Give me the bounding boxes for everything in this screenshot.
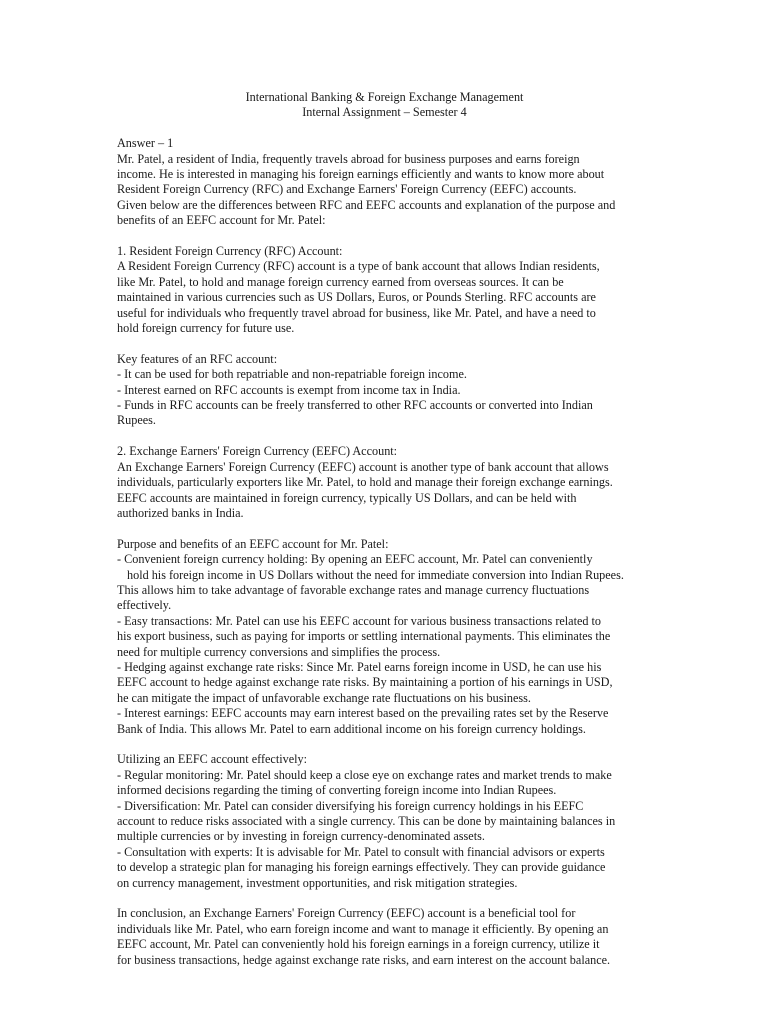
list-item: - Funds in RFC accounts can be freely transferred to other RFC accounts or converted into Indian xyxy=(117,398,593,413)
rfc-heading: 1. Resident Foreign Currency (RFC) Account: xyxy=(117,244,343,259)
text-line: for business transactions, hedge against exchange rate risks, and earn interest on the account balance. xyxy=(117,952,611,967)
text-line: his export business, such as paying for imports or settling international payments. This eliminates the xyxy=(117,629,611,644)
document-subtitle: Internal Assignment – Semester 4 xyxy=(302,105,467,120)
text-line: An Exchange Earners' Foreign Currency (EEFC) account is another type of bank account that allows xyxy=(117,459,609,474)
text-line: on currency management, investment opportunities, and risk mitigation strategies. xyxy=(117,875,518,890)
text-line: Mr. Patel, a resident of India, frequently travels abroad for business purposes and earns foreign xyxy=(117,151,580,166)
list-item: - Convenient foreign currency holding: By opening an EEFC account, Mr. Patel can conveniently xyxy=(117,552,593,567)
rfc-section xyxy=(117,244,652,336)
text-line: authorized banks in India. xyxy=(117,505,244,520)
text-line: EEFC accounts are maintained in foreign currency, typically US Dollars, and can be held with xyxy=(117,490,577,505)
eefc-section xyxy=(117,444,652,521)
utilizing-heading: Utilizing an EEFC account effectively: xyxy=(117,752,307,767)
paragraph-gap xyxy=(117,737,652,752)
purpose-heading: Purpose and benefits of an EEFC account for Mr. Patel: xyxy=(117,536,389,551)
text-line: income. He is interested in managing his foreign earnings efficiently and wants to know more about xyxy=(117,167,605,182)
text-line: hold foreign currency for future use. xyxy=(117,321,295,336)
list-item: - Hedging against exchange rate risks: Since Mr. Patel earns foreign income in USD, he can use his xyxy=(117,659,602,674)
text-line: A Resident Foreign Currency (RFC) account is a type of bank account that allows Indian residents, xyxy=(117,259,600,274)
text-line: like Mr. Patel, to hold and manage foreign currency earned from overseas sources. It can be xyxy=(117,274,564,289)
list-item: - Interest earnings: EEFC accounts may earn interest based on the prevailing rates set by the Reserve xyxy=(117,706,609,721)
purpose-section xyxy=(117,537,652,737)
document-header xyxy=(117,90,652,121)
document-title: International Banking & Foreign Exchange Management xyxy=(245,90,524,104)
text-line: multiple currencies or by investing in foreign currency-denominated assets. xyxy=(117,829,485,844)
list-item: Rupees. xyxy=(117,413,156,428)
list-item: - Interest earned on RFC accounts is exempt from income tax in India. xyxy=(117,382,461,397)
text-line: individuals, particularly exporters like Mr. Patel, to hold and manage their foreign exchange earnings. xyxy=(117,475,613,490)
text-line: Resident Foreign Currency (RFC) and Exchange Earners' Foreign Currency (EEFC) accounts. xyxy=(117,182,577,197)
paragraph-gap xyxy=(117,521,652,536)
paragraph-gap xyxy=(117,336,652,351)
text-line: This allows him to take advantage of favorable exchange rates and manage currency fluctuations xyxy=(117,582,590,597)
text-line: benefits of an EEFC account for Mr. Patel: xyxy=(117,213,326,228)
text-line: EEFC account to hedge against exchange rate risks. By maintaining a portion of his earnings in USD, xyxy=(117,675,613,690)
text-line: to develop a strategic plan for managing his foreign earnings effectively. They can provide guidance xyxy=(117,860,606,875)
text-line: Bank of India. This allows Mr. Patel to earn additional income on his foreign currency holdings. xyxy=(117,721,586,736)
utilizing-section xyxy=(117,752,652,891)
list-item: - Consultation with experts: It is advisable for Mr. Patel to consult with financial advisors or experts xyxy=(117,844,605,859)
eefc-heading: 2. Exchange Earners' Foreign Currency (EEFC) Account: xyxy=(117,444,398,459)
list-item: - Regular monitoring: Mr. Patel should keep a close eye on exchange rates and market trends to make xyxy=(117,767,612,782)
text-line: hold his foreign income in US Dollars without the need for immediate conversion into Indian Rupees. xyxy=(127,567,624,582)
rfc-features-section xyxy=(117,352,652,429)
list-item: - Easy transactions: Mr. Patel can use his EEFC account for various business transactions related to xyxy=(117,613,602,628)
text-line: EEFC account, Mr. Patel can conveniently hold his foreign earnings in a foreign currency, utilize it xyxy=(117,937,600,952)
text-line: useful for individuals who frequently travel abroad for business, like Mr. Patel, and have a need to xyxy=(117,305,596,320)
paragraph-gap xyxy=(117,891,652,906)
intro-paragraph xyxy=(117,152,652,229)
list-item: - It can be used for both repatriable and non-repatriable foreign income. xyxy=(117,367,467,382)
document-content xyxy=(117,90,652,968)
text-line: account to reduce risks associated with a single currency. This can be done by maintaining balances in xyxy=(117,814,616,828)
text-line: need for multiple currency conversions and simplifies the process. xyxy=(117,644,441,659)
paragraph-gap xyxy=(117,229,652,244)
conclusion-paragraph xyxy=(117,906,652,968)
text-line: effectively. xyxy=(117,598,172,613)
paragraph-gap xyxy=(117,429,652,444)
text-line: In conclusion, an Exchange Earners' Foreign Currency (EEFC) account is a beneficial tool for xyxy=(117,906,576,921)
list-item: - Diversification: Mr. Patel can consider diversifying his foreign currency holdings in his EEFC xyxy=(117,798,584,813)
text-line: informed decisions regarding the timing of converting foreign income into Indian Rupees. xyxy=(117,783,557,798)
text-line: Given below are the differences between RFC and EEFC accounts and explanation of the purpose and xyxy=(117,197,616,212)
answer-label: Answer – 1 xyxy=(117,136,174,151)
text-line: individuals like Mr. Patel, who earn foreign income and want to manage it efficiently. By opening an xyxy=(117,921,609,936)
text-line: maintained in various currencies such as US Dollars, Euros, or Pounds Sterling. RFC accounts are xyxy=(117,290,596,305)
rfc-features-heading: Key features of an RFC account: xyxy=(117,351,278,366)
text-line: he can mitigate the impact of unfavorable exchange rate fluctuations on his business. xyxy=(117,690,531,705)
